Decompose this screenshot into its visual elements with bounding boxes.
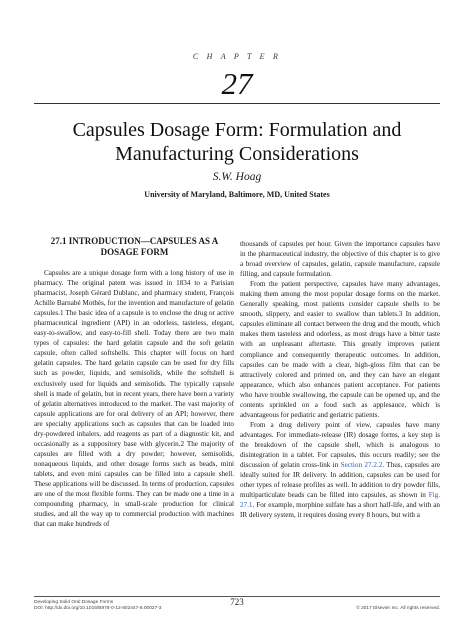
chapter-title: [0, 118, 474, 166]
section-heading-line-1: 27.1 INTRODUCTION—CAPSULES AS A: [50, 236, 219, 246]
author-affiliation: University of Maryland, Baltimore, MD, United States: [144, 190, 330, 199]
right-column: [240, 239, 440, 598]
section-link[interactable]: Section 27.2.2: [340, 461, 383, 470]
section-heading: [35, 236, 234, 258]
left-column: [34, 268, 234, 598]
chapter-title-line-1: Capsules Dosage Form: Formulation and: [72, 119, 402, 141]
chapter-title-line-2: Manufacturing Considerations: [115, 143, 359, 165]
page-number: 723: [230, 597, 244, 607]
chapter-label: C H A P T E R: [192, 52, 282, 61]
body-paragraph: From the patient perspective, capsules have many advantages, making them among the most popular dosage forms on the market. Generally speaking, most patients consider capsule shells to be smooth, slippery, and easier to swallow than tablets.3 In addition, capsules eliminate all contact between the drug and the mouth, which makes them tasteless and odorless, as most drugs have a bitter taste with an unpleasant aftertaste. This greatly improves patient compliance and consequently therapeutic outcomes. In addition, capsules can be made with a clear, high-gloss film that can be attractively colored and printed on, and they can have an elegant appearance, which also enhances patient acceptance. For patients who have trouble swallowing, the capsule can be opened up, and the contents sprinkled on a food such as applesauce, which is advantageous for pediatric and geriatric patients.: [240, 280, 440, 419]
body-paragraph: Capsules are a unique dosage form with a long history of use in pharmacy. The original patent was issued in 1834 to a Parisian pharmacist, Joseph Gérard Dublanc, and pharmacy student, François Achille Barnabé Mothès, for the invention and manufacture of gelatin capsules.1 The basic idea of a capsule is to enclose the drug or active pharmaceutical ingredient (API) in an odorless, tasteless, elegant, easy-to-swallow, and easy-to-fill shell. Today there are two main types of capsules: the hard gelatin capsule and the soft gelatin capsule, often called softshells. This chapter will focus on hard gelatin capsules. The hard gelatin capsule can be used for dry fills such as powder, liquids, and semisolids, while the softshell is exclusively used for liquids and semisolids. The typically capsule shell is made of gelatin, but in recent years, there have been a variety of gelatin alternatives introduced to the market. The vast majority of capsule applications are for oral delivery of an API; however, there are specialty applications such as capsules that can be loaded into dry-powdered inhalers, add reagents as part of a diagnostic kit, and occasionally as a suppository base with glycerin.2 The majority of capsules are filled with a dry powder; however, semisolids, nonaqueous liquids, and other dosage forms such as beads, mini tablets, and even mini capsules can be filled into a capsule shell. These applications will be discussed. In terms of production, capsules are one of the most flexible forms. They can be made one a time in a compounding pharmacy, in small-scale production for clinical studies, and all the way up to commercial production with machines that can make hundreds of: [34, 269, 234, 529]
footer-book-title: Developing Solid Oral Dosage Forms: [34, 600, 114, 605]
body-paragraph: [240, 420, 440, 520]
body-text: From a drug delivery point of view, capsules have many advantages. For immediate-release (IR) dosage forms, a key step is the breakdown of the capsule shell, which is analogous to disintegration in a tablet. For capsules, this occurs readily; see the discussion of gelatin cross-link in: [240, 420, 440, 470]
body-paragraph: thousands of capsules per hour. Given the importance capsules have in the pharmaceutical industry, the objective of this chapter is to give a broad overview of capsules, gelatin, capsule manufacture, capsule filling, and capsule formulation.: [240, 240, 440, 279]
figure-link[interactable]: Fig. 27.1: [240, 491, 440, 510]
chapter-number: 27: [221, 66, 253, 101]
body-text: . Thus, capsules are ideally suited for IR delivery. In addition, capsules can be used for other types of release profiles as well. In addition to dry powder fills, multiparticulate beads can be filled into capsules, as shown in: [240, 461, 440, 500]
footer-doi-link[interactable]: DOI: http://dx.doi.org/10.1016/B978-0-12-802447-8.00027-3: [34, 606, 162, 611]
chapter-divider: [34, 103, 440, 104]
body-text: . For example, morphine sulfate has a short half-life, and with an IR delivery system, it requires dosing every 8 hours, but with a: [240, 501, 440, 520]
footer-copyright: © 2017 Elsevier Inc. All rights reserved.: [356, 606, 440, 611]
section-heading-line-2: DOSAGE FORM: [100, 247, 169, 257]
author-name: S.W. Hoag: [212, 171, 262, 183]
